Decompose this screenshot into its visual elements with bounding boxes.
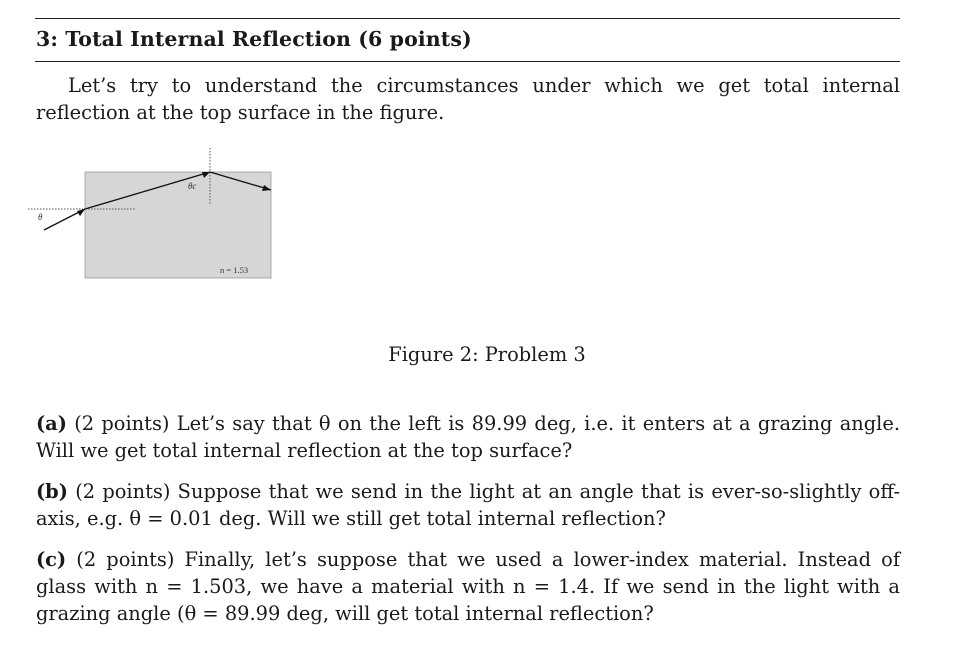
section-number: 3: xyxy=(36,27,59,51)
part-c-text: (2 points) Finally, let’s suppose that we used a lower-index material. Instead of glass with n = 1.503, we have a material with n = 1.4. If we send in the light with a grazing angle (θ = 89.99 deg, will get total internal reflection? xyxy=(36,548,900,625)
part-b-text: (2 points) Suppose that we send in the light at an angle that is ever-so-slightly off-axis, e.g. θ = 0.01 deg. Will we still get total internal reflection? xyxy=(36,480,900,530)
part-c xyxy=(36,546,900,627)
figure xyxy=(28,140,288,294)
part-a-label: (a) xyxy=(36,412,67,435)
figure-caption: Figure 2: Problem 3 xyxy=(388,343,586,366)
prism-diagram xyxy=(28,140,288,290)
section-title: Total Internal Reflection (6 points) xyxy=(65,27,472,51)
theta-label: θ xyxy=(38,212,43,222)
incident-arrowhead xyxy=(77,209,85,216)
part-b xyxy=(36,478,900,532)
part-a-text: (2 points) Let’s say that θ on the left is 89.99 deg, i.e. it enters at a grazing angle. Will we get total internal reflection at the top surface? xyxy=(36,412,900,462)
section-heading xyxy=(36,27,472,51)
glass-block xyxy=(85,172,271,278)
intro-text: Let’s try to understand the circumstances under which we get total internal reflection at the top surface in the figure. xyxy=(36,74,900,124)
part-c-label: (c) xyxy=(36,548,67,571)
intro-paragraph xyxy=(36,72,900,126)
part-b-label: (b) xyxy=(36,480,68,503)
heading-rule xyxy=(35,61,900,62)
top-rule xyxy=(35,18,900,19)
part-a xyxy=(36,410,900,464)
theta-c-label: θc xyxy=(188,181,197,191)
index-label: n = 1.53 xyxy=(220,265,249,275)
